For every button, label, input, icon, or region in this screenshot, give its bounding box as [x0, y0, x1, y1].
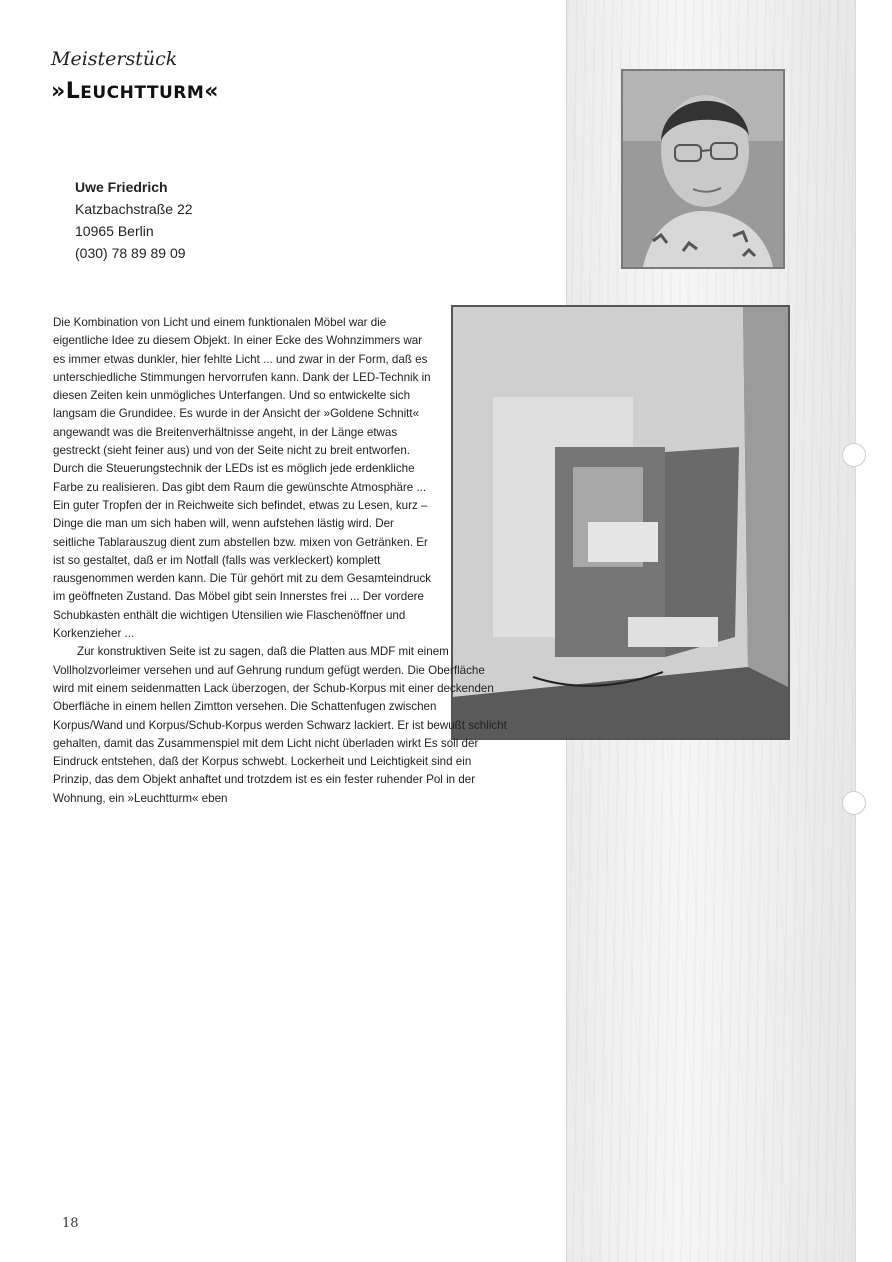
- page-kicker: Meisterstück: [51, 48, 178, 70]
- article-paragraph-1: Die Kombination von Licht und einem funktionalen Möbel war die eigentliche Idee zu diesem Objekt. In einer Ecke des Wohnzimmers war es immer etwas dunkler, hier fehlte Licht ... und zwar in der Form, daß es unterschiedliche Stimmungen hervorrufen kann. Dank der LED-Technik in diesen Zeiten kein unmögliches Unterfangen. Und so entwickelte sich langsam die Grundidee. Es wurde in der Ansicht der »Goldene Schnitt« angewandt was die Breitenverhältnisse angeht, in der Länge etwas gestreckt (sieht feiner aus) und von der Seite nicht zu breit entworfen. Durch die Steuerungstechnik der LEDs ist es möglich jede erdenkliche Farbe zu realisieren. Das gibt dem Raum die gewünschte Atmosphäre ... Ein guter Tropfen der in Reichweite sich befindet, etwas zu Lesen, kurz – Dinge die man um sich haben will, wenn aufstehen lästig wird. Der seitliche Tablarauszug dient zum abstellen bzw. mixen von Getränken. Er ist so gestaltet, daß er im Notfall (falls was verkleckert) komplett rausgenommen werden kann. Die Tür gehört mit zu dem Gesamteindruck im geöffneten Zustand. Das Möbel gibt sein Innerstes frei ... Der vordere Schubkasten enthält die wichtigen Utensilien wie Flaschenöffner und Korkenzieher ...: [53, 316, 432, 641]
- author-phone: (030) 78 89 89 09: [75, 245, 186, 261]
- title-quote-close: «: [204, 79, 219, 104]
- article-paragraph-2: Zur konstruktiven Seite ist zu sagen, daß die Platten aus MDF mit einem Vollholzvorleimer versehen und auf Gehrung rundum gefügt werden. Die Oberfläche wird mit einem seidenmatten Lack überzogen, der Schub-Korpus mit einer deckenden Oberfläche in einem hellen Zimtton versehen. Die Schattenfugen zwischen Korpus/Wand und Korpus/Schub-Korpus werden Schwarz lackiert. Er ist bewußt schlicht gehalten, damit das Zusammenspiel mit dem Licht nicht überladen wirkt Es soll der Eindruck entstehen, daß der Korpus schwebt. Lockerheit und Leichtigkeit sind ein Prinzip, das dem Objekt anhaftet und trotzdem ist es ein fester ruhender Pol in der Wohnung, ein »Leuchtturm« eben: [53, 645, 507, 805]
- portrait-illustration: [623, 71, 783, 267]
- author-name: Uwe Friedrich: [75, 179, 168, 195]
- portrait-photo: [621, 69, 785, 269]
- page-title: [51, 79, 219, 104]
- author-address: [75, 176, 193, 264]
- author-city: 10965 Berlin: [75, 223, 154, 239]
- author-street: Katzbachstraße 22: [75, 201, 193, 217]
- punch-hole: [842, 443, 866, 467]
- page-number: 18: [62, 1216, 79, 1231]
- title-quote-open: »: [51, 79, 66, 104]
- punch-hole: [842, 791, 866, 815]
- article-body: [53, 314, 508, 808]
- title-rest: EUCHTTURM: [80, 83, 205, 103]
- title-initial: L: [65, 79, 81, 104]
